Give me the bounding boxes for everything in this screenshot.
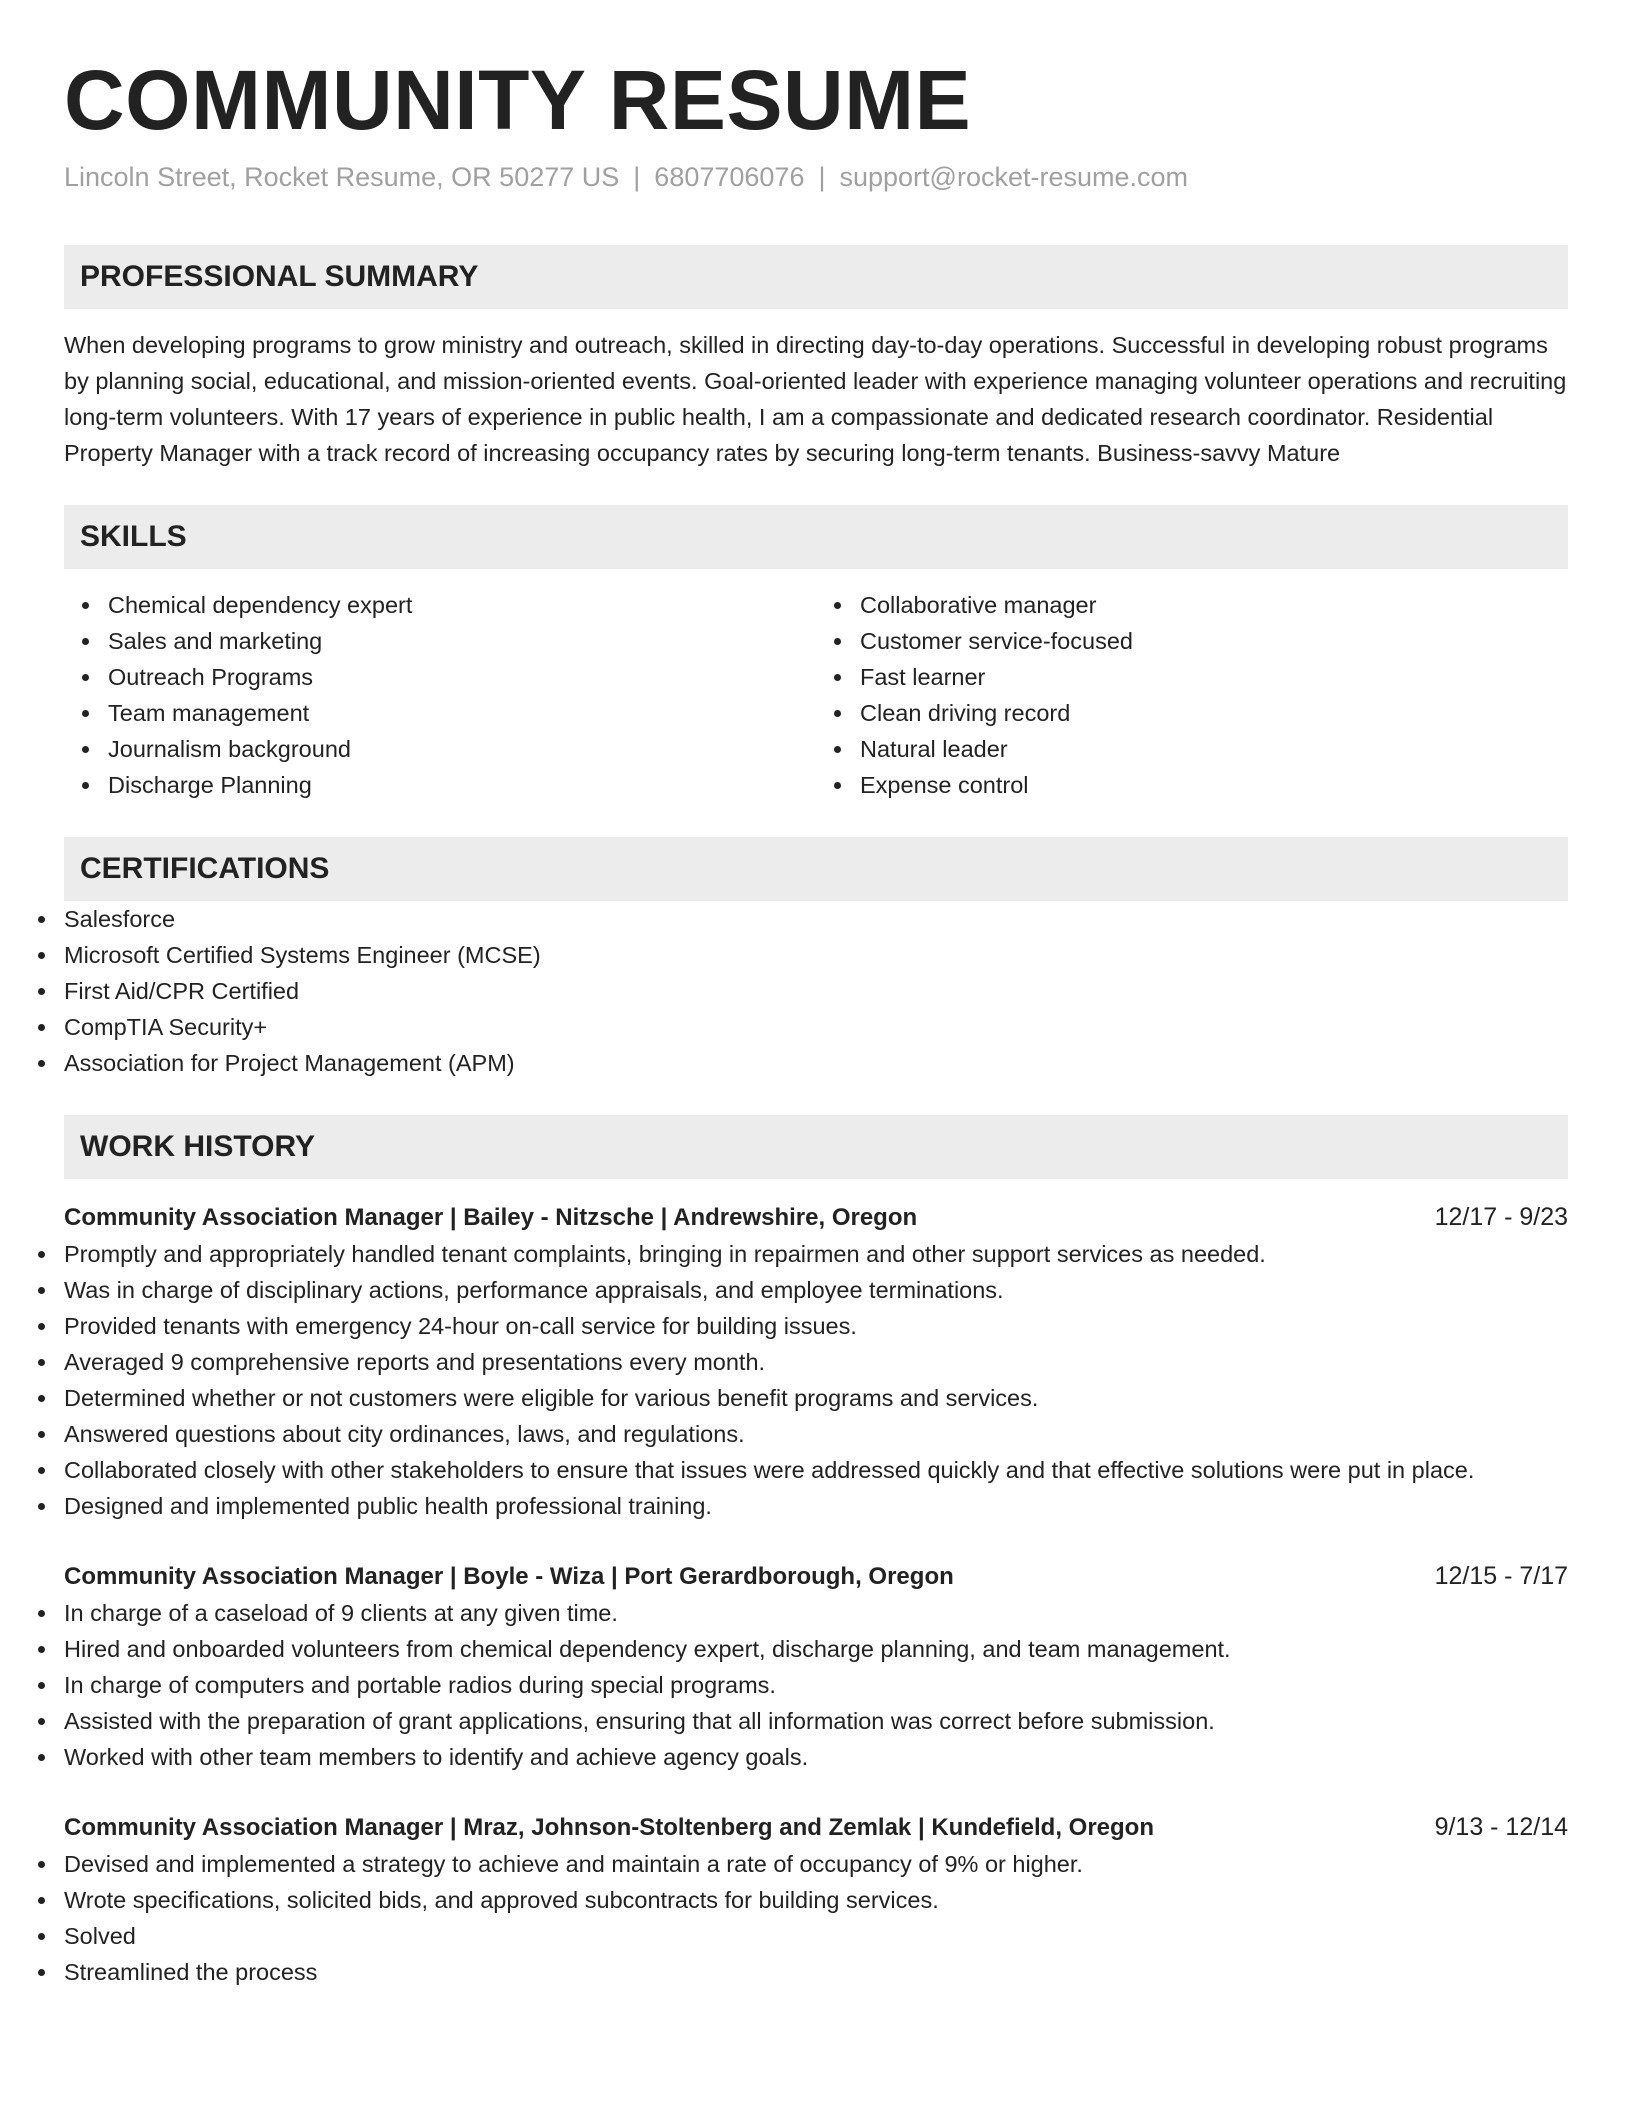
- summary-text: When developing programs to grow ministry and outreach, skilled in directing day-to-day operations. Successful in developing robust programs by planning social, educational, and mission-oriented events. Goal-oriented leader with experience managing volunteer operations and recruiting long-term volunteers. With 17 years of experience in public health, I am a compassionate and dedicated research coordinator. Residential Property Manager with a track record of increasing occupancy rates by securing long-term tenants. Business-savvy Mature: [64, 332, 1567, 467]
- skill-item: Outreach Programs: [108, 659, 816, 695]
- job-bullet: Designed and implemented public health professional training.: [64, 1488, 1568, 1524]
- job-bullet: Streamlined the process: [64, 1954, 1568, 1990]
- certification-item: Association for Project Management (APM): [64, 1045, 1568, 1081]
- job-bullet: Solved: [64, 1918, 1568, 1954]
- skill-item: Journalism background: [108, 731, 816, 767]
- job-entry: [64, 1809, 1568, 1990]
- contact-separator: |: [818, 162, 826, 193]
- skill-item: Clean driving record: [860, 695, 1568, 731]
- job-bullet: Hired and onboarded volunteers from chemical dependency expert, discharge planning, and team management.: [64, 1631, 1568, 1667]
- job-title: Community Association Manager | Mraz, Johnson-Stoltenberg and Zemlak | Kundefield, Oregon: [64, 1814, 1154, 1842]
- job-bullet: Averaged 9 comprehensive reports and presentations every month.: [64, 1344, 1568, 1380]
- job-header: [64, 1199, 1568, 1236]
- job-bullet: Wrote specifications, solicited bids, and approved subcontracts for building services.: [64, 1882, 1568, 1918]
- skills-column-left: [64, 587, 816, 803]
- summary-heading: PROFESSIONAL SUMMARY: [64, 245, 1568, 309]
- job-header: [64, 1809, 1568, 1846]
- job-bullet: In charge of a caseload of 9 clients at any given time.: [64, 1595, 1568, 1631]
- skills-column-right: [816, 587, 1568, 803]
- contact-line: [64, 162, 1568, 193]
- skill-item: Customer service-focused: [860, 623, 1568, 659]
- contact-email: support@rocket-resume.com: [839, 162, 1189, 193]
- job-bullet: Was in charge of disciplinary actions, performance appraisals, and employee terminations.: [64, 1272, 1568, 1308]
- certifications-list: [64, 901, 1568, 1081]
- job-bullet: Determined whether or not customers were eligible for various benefit programs and services.: [64, 1380, 1568, 1416]
- contact-separator: |: [633, 162, 641, 193]
- job-bullet: Answered questions about city ordinances, laws, and regulations.: [64, 1416, 1568, 1452]
- skill-item: Sales and marketing: [108, 623, 816, 659]
- skills-heading: SKILLS: [64, 505, 1568, 569]
- job-dates: 9/13 - 12/14: [1434, 1813, 1568, 1842]
- job-bullet: Promptly and appropriately handled tenant complaints, bringing in repairmen and other support services as needed.: [64, 1236, 1568, 1272]
- job-bullet: Assisted with the preparation of grant applications, ensuring that all information was correct before submission.: [64, 1703, 1568, 1739]
- job-title: Community Association Manager | Boyle - Wiza | Port Gerardborough, Oregon: [64, 1563, 954, 1591]
- job-bullet: Provided tenants with emergency 24-hour on-call service for building issues.: [64, 1308, 1568, 1344]
- job-dates: 12/15 - 7/17: [1434, 1562, 1568, 1591]
- job-header: [64, 1558, 1568, 1595]
- certification-item: CompTIA Security+: [64, 1009, 1568, 1045]
- job-dates: 12/17 - 9/23: [1434, 1203, 1568, 1232]
- job-title: Community Association Manager | Bailey - Nitzsche | Andrewshire, Oregon: [64, 1204, 918, 1232]
- job-bullets: [64, 1595, 1568, 1775]
- contact-phone: 6807706076: [654, 162, 805, 193]
- certification-item: Salesforce: [64, 901, 1568, 937]
- certification-item: Microsoft Certified Systems Engineer (MCSE): [64, 937, 1568, 973]
- skill-item: Team management: [108, 695, 816, 731]
- skill-item: Collaborative manager: [860, 587, 1568, 623]
- job-bullet: In charge of computers and portable radios during special programs.: [64, 1667, 1568, 1703]
- certifications-heading: CERTIFICATIONS: [64, 837, 1568, 901]
- job-entry: [64, 1558, 1568, 1775]
- job-bullets: [64, 1846, 1568, 1990]
- skill-item: Fast learner: [860, 659, 1568, 695]
- job-bullets: [64, 1236, 1568, 1524]
- job-bullet: Devised and implemented a strategy to achieve and maintain a rate of occupancy of 9% or higher.: [64, 1846, 1568, 1882]
- certification-item: First Aid/CPR Certified: [64, 973, 1568, 1009]
- resume-name: COMMUNITY RESUME: [64, 53, 972, 147]
- skills-grid: [64, 587, 1568, 803]
- skill-item: Expense control: [860, 767, 1568, 803]
- skill-item: Chemical dependency expert: [108, 587, 816, 623]
- skill-item: Discharge Planning: [108, 767, 816, 803]
- job-entry: [64, 1199, 1568, 1524]
- work-history-heading: WORK HISTORY: [64, 1115, 1568, 1179]
- job-bullet: Collaborated closely with other stakeholders to ensure that issues were addressed quickly and that effective solutions were put in place.: [64, 1452, 1568, 1488]
- skill-item: Natural leader: [860, 731, 1568, 767]
- job-bullet: Worked with other team members to identify and achieve agency goals.: [64, 1739, 1568, 1775]
- contact-address: Lincoln Street, Rocket Resume, OR 50277 US: [64, 162, 620, 193]
